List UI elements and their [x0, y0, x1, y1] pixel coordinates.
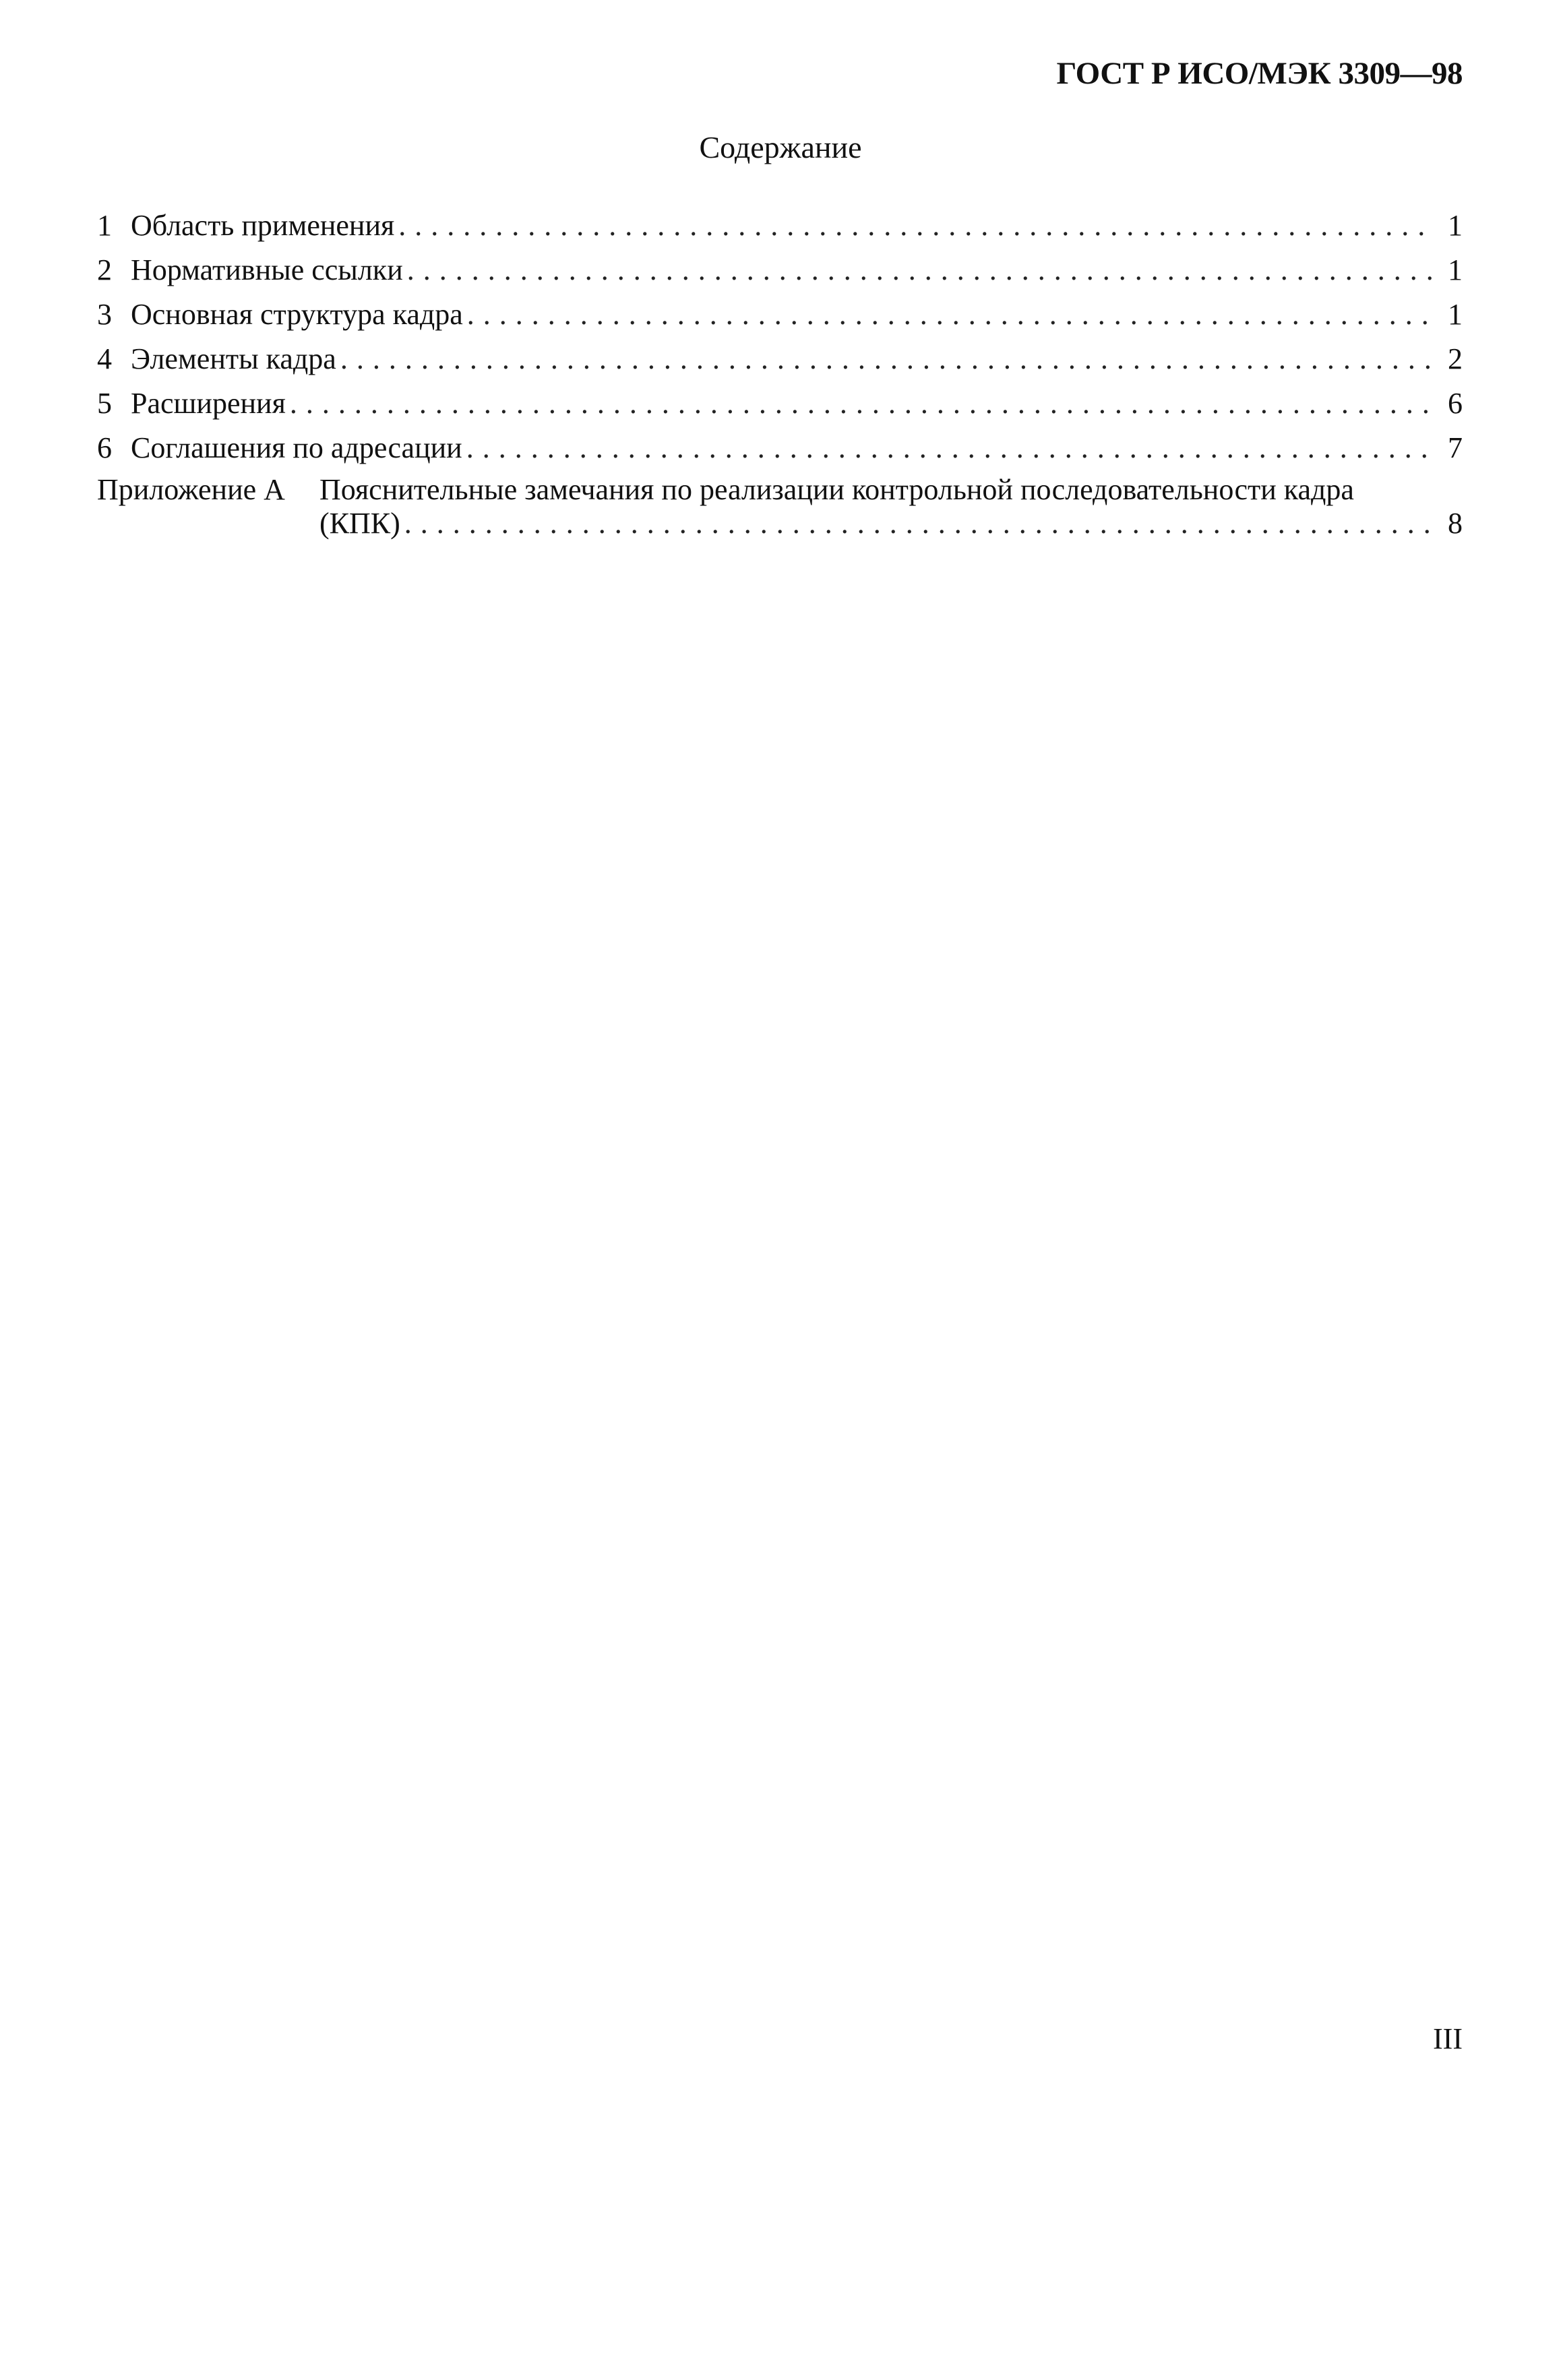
toc-entry-number: 5 — [97, 387, 112, 420]
toc-entry — [97, 203, 1463, 248]
toc-entry — [97, 248, 1463, 292]
toc-entry-number: 4 — [97, 342, 112, 375]
toc-entry-page: 1 — [1448, 298, 1463, 331]
toc-dot-leader — [466, 426, 1436, 470]
toc-entry-label: Элементы кадра — [131, 342, 336, 375]
toc-entry — [97, 337, 1463, 381]
toc-annex-title-line1: Пояснительные замечания по реализации контрольной последовательности кадра — [319, 473, 1354, 506]
toc-entry-page: 1 — [1448, 253, 1463, 286]
toc-dot-leader — [340, 337, 1436, 381]
toc-dot-leader — [407, 248, 1436, 292]
toc-entry-number: 1 — [97, 209, 112, 242]
toc-entry — [97, 426, 1463, 470]
document-code-header: ГОСТ Р ИСО/МЭК 3309—98 — [1056, 56, 1463, 91]
toc-entry-number: 6 — [97, 431, 112, 464]
table-of-contents — [97, 203, 1463, 540]
toc-title: Содержание — [699, 130, 862, 164]
toc-annex-entry — [97, 473, 1463, 540]
toc-entry-number: 2 — [97, 253, 112, 286]
toc-entry-page: 1 — [1448, 209, 1463, 242]
toc-dot-leader — [290, 381, 1436, 426]
toc-entry-page: 6 — [1448, 387, 1463, 420]
toc-dot-leader — [404, 507, 1436, 540]
toc-entry-page: 7 — [1448, 431, 1463, 464]
toc-dot-leader — [398, 203, 1436, 248]
toc-entry-number: 3 — [97, 298, 112, 331]
toc-entry — [97, 292, 1463, 337]
toc-entry-label: Нормативные ссылки — [131, 253, 403, 286]
toc-entry-page: 2 — [1448, 342, 1463, 375]
toc-dot-leader — [467, 292, 1436, 337]
toc-annex-title-line2: (КПК) — [319, 507, 400, 540]
toc-entry-label: Основная структура кадра — [131, 298, 463, 331]
toc-annex-page: 8 — [1448, 507, 1463, 540]
toc-entry-label: Область применения — [131, 209, 395, 242]
toc-entry — [97, 381, 1463, 426]
page-number: III — [1433, 2022, 1463, 2055]
toc-annex-prefix: Приложение А — [97, 473, 285, 506]
toc-entry-label: Соглашения по адресации — [131, 431, 462, 464]
toc-entry-label: Расширения — [131, 387, 286, 420]
